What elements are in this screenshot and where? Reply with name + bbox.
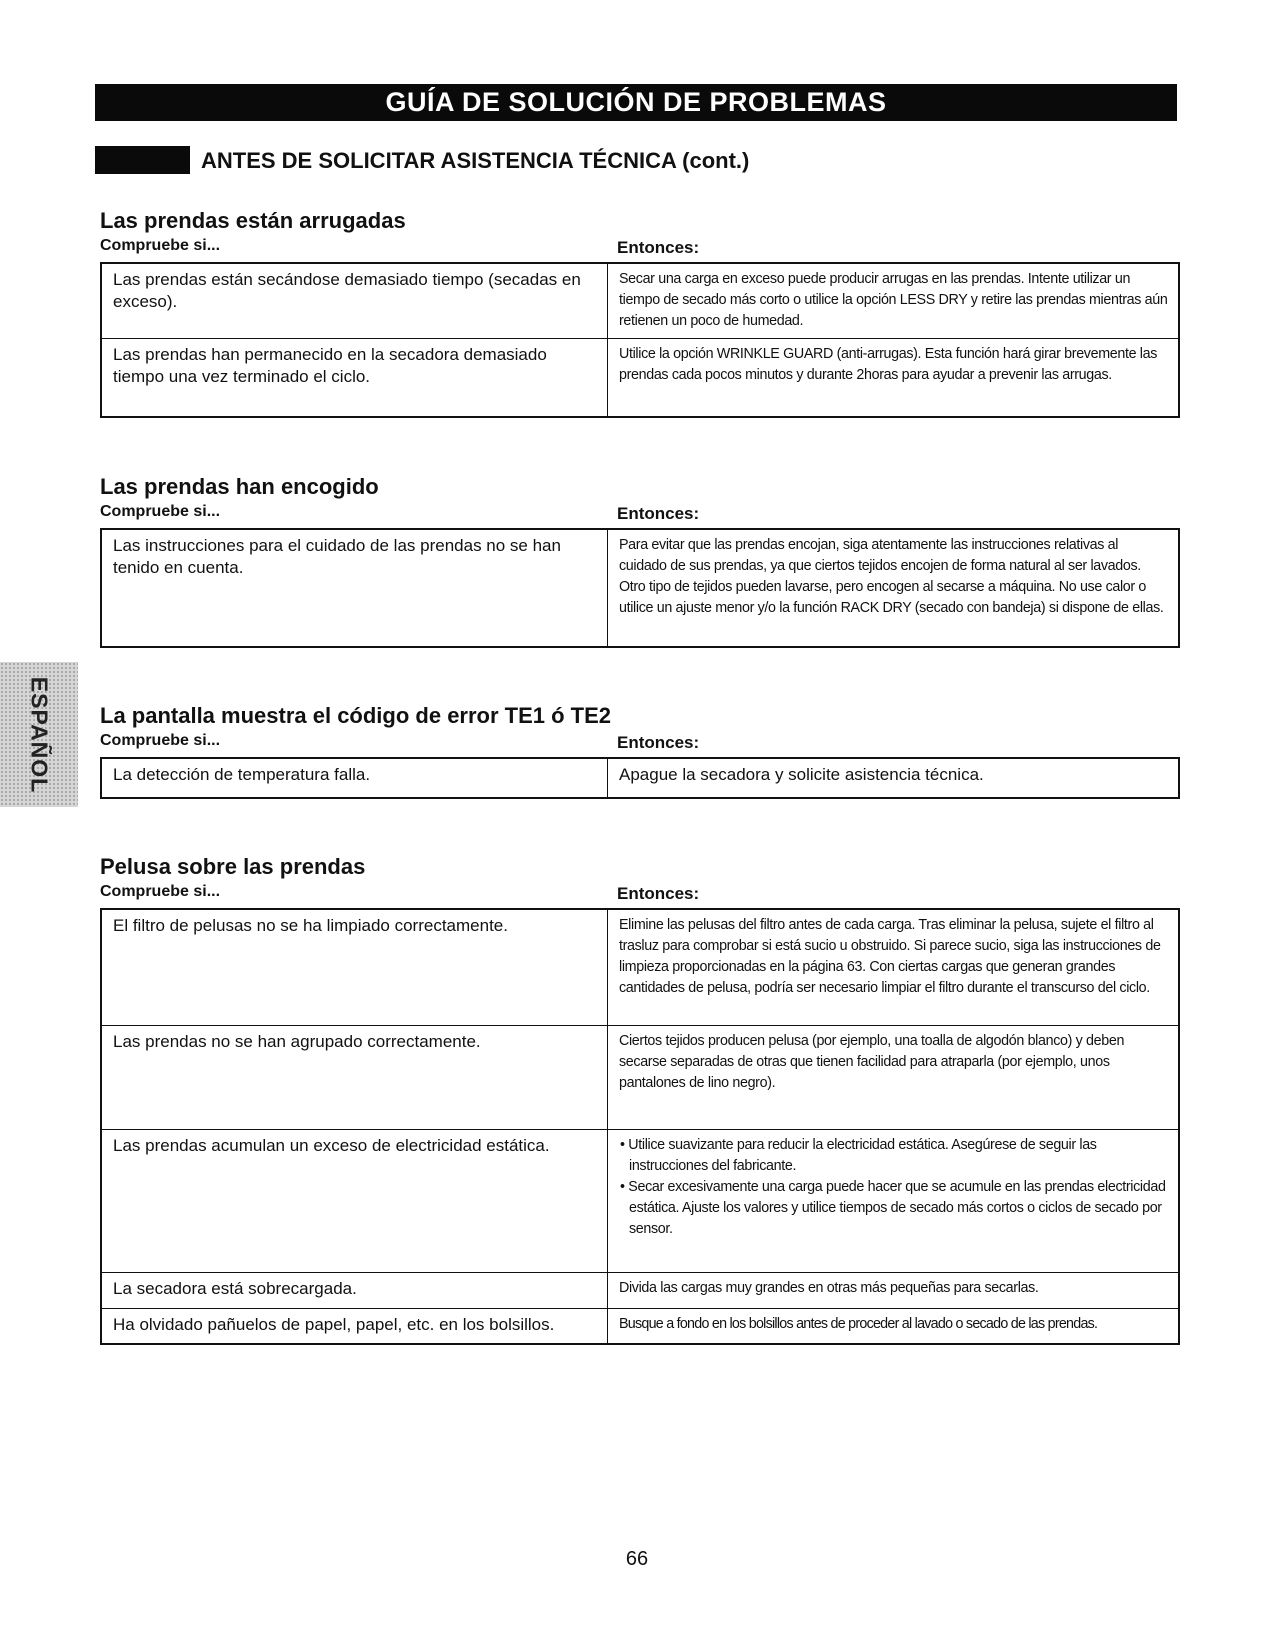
check-cell: La secadora está sobrecargada. (101, 1272, 608, 1308)
page-banner: GUÍA DE SOLUCIÓN DE PROBLEMAS (95, 84, 1177, 121)
column-header-then: Entonces: (617, 733, 700, 752)
check-cell: El filtro de pelusas no se ha limpiado correctamente. (101, 909, 608, 1025)
troubleshooting-table (100, 262, 1180, 418)
language-label: ESPAÑOL (26, 676, 53, 793)
column-header-check: Compruebe si... (100, 883, 221, 900)
then-cell: Utilice la opción WRINKLE GUARD (anti-arrugas). Esta función hará girar brevemente las prendas cada pocos minutos y durante 2horas para ayudar a prevenir las arrugas. (608, 339, 1180, 417)
table-row (101, 1025, 1179, 1129)
section-wrinkled (100, 208, 1180, 418)
section-title: Pelusa sobre las prendas (100, 854, 366, 879)
check-cell: Las prendas han permanecido en la secadora demasiado tiempo una vez terminado el ciclo. (101, 339, 608, 417)
section-lint (100, 854, 1180, 1345)
troubleshooting-table (100, 908, 1180, 1345)
section-title: Las prendas están arrugadas (100, 208, 406, 233)
language-side-tab (0, 662, 78, 807)
table-row (101, 1272, 1179, 1308)
bullet-item: • Secar excesivamente una carga puede hacer que se acumule en las prendas electricidad estática. Ajuste los valores y utilice tiempos de secado más cortos o ciclos de secado por sensor. (620, 1178, 1166, 1237)
then-cell: Ciertos tejidos producen pelusa (por ejemplo, una toalla de algodón blanco) y deben secarse separadas de otras que tienen facilidad para atraparla (por ejemplo, unos pantalones de lino negro). (608, 1025, 1180, 1129)
check-cell: Las prendas no se han agrupado correctamente. (101, 1025, 608, 1129)
page-number: 66 (625, 1548, 649, 1570)
table-row (101, 1308, 1179, 1344)
check-cell: Las instrucciones para el cuidado de las prendas no se han tenido en cuenta. (101, 529, 608, 647)
column-header-check: Compruebe si... (100, 732, 221, 749)
column-header-check: Compruebe si... (100, 237, 221, 254)
table-row (101, 263, 1179, 339)
section-shrunk (100, 474, 1180, 648)
check-cell: La detección de temperatura falla. (101, 758, 608, 798)
column-header-check: Compruebe si... (100, 503, 221, 520)
table-row (101, 339, 1179, 417)
check-cell: Ha olvidado pañuelos de papel, papel, etc. en los bolsillos. (101, 1308, 608, 1344)
table-row (101, 758, 1179, 798)
then-cell: Busque a fondo en los bolsillos antes de proceder al lavado o secado de las prendas. (608, 1308, 1180, 1344)
table-row (101, 529, 1179, 647)
column-header-then: Entonces: (617, 238, 700, 257)
subheading-black-block (95, 146, 190, 174)
troubleshooting-table (100, 757, 1180, 799)
troubleshooting-table (100, 528, 1180, 648)
column-header-then: Entonces: (617, 504, 700, 523)
then-cell: Divida las cargas muy grandes en otras más pequeñas para secarlas. (608, 1272, 1180, 1308)
check-cell: Las prendas acumulan un exceso de electricidad estática. (101, 1129, 608, 1272)
table-row (101, 909, 1179, 1025)
section-title: Las prendas han encogido (100, 474, 379, 499)
table-row (101, 1129, 1179, 1272)
bullet-item: • Utilice suavizante para reducir la electricidad estática. Asegúrese de seguir las instrucciones del fabricante. (620, 1136, 1097, 1174)
column-header-then: Entonces: (617, 884, 700, 903)
section-title: La pantalla muestra el código de error TE1 ó TE2 (100, 703, 612, 728)
then-cell: Apague la secadora y solicite asistencia técnica. (608, 758, 1180, 798)
then-cell: Para evitar que las prendas encojan, siga atentamente las instrucciones relativas al cuidado de sus prendas, ya que ciertos tejidos encojen de forma natural al ser lavados. Otro tipo de tejidos pueden lavarse, pero encogen al secarse a máquina. No use calor o utilice un ajuste menor y/o la función RACK DRY (secado con bandeja) si dispone de ellas. (608, 529, 1180, 647)
section-error-code (100, 703, 1180, 799)
then-cell (608, 1129, 1180, 1272)
then-cell: Elimine las pelusas del filtro antes de cada carga. Tras eliminar la pelusa, sujete el filtro al trasluz para comprobar si está sucio u obstruido. Si parece sucio, siga las instrucciones de limpieza proporcionadas en la página 63. Con ciertas cargas que generan grandes cantidades de pelusa, podría ser necesario limpiar el filtro durante el transcurso del ciclo. (608, 909, 1180, 1025)
then-cell: Secar una carga en exceso puede producir arrugas en las prendas. Intente utilizar un tiempo de secado más corto o utilice la opción LESS DRY y retire las prendas mientras aún retienen un poco de humedad. (608, 263, 1180, 339)
subheading-text: ANTES DE SOLICITAR ASISTENCIA TÉCNICA (cont.) (201, 148, 750, 173)
check-cell: Las prendas están secándose demasiado tiempo (secadas en exceso). (101, 263, 608, 339)
